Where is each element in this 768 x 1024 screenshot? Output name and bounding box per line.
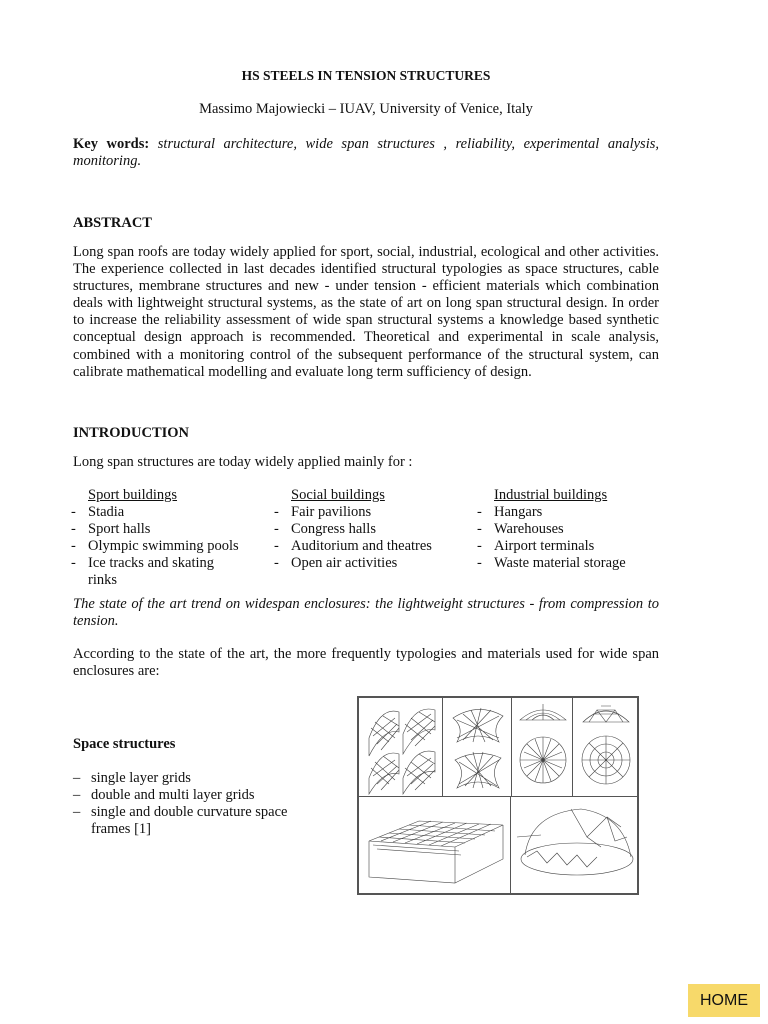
space-frame-drawing bbox=[359, 797, 511, 894]
space-structures-list bbox=[73, 770, 313, 838]
list-item: – double and multi layer grids bbox=[73, 787, 255, 803]
space-structures-heading: Space structures bbox=[73, 736, 176, 752]
keywords-text: structural architecture, wide span structures , reliability, experimental analysis, monitoring. bbox=[73, 136, 659, 169]
abstract-heading: ABSTRACT bbox=[73, 215, 152, 231]
figure-geodesic-domes bbox=[572, 697, 638, 797]
list-item: - Warehouses bbox=[477, 521, 564, 537]
list-item: – single and double curvature space frames [1] bbox=[73, 804, 288, 837]
list-item: - Open air activities bbox=[274, 555, 398, 571]
list-item: - Hangars bbox=[477, 504, 543, 520]
list-item: - Olympic swimming pools bbox=[71, 538, 239, 554]
introduction-heading: INTRODUCTION bbox=[73, 425, 190, 441]
dome-drawing bbox=[512, 698, 573, 797]
list-item: - Waste material storage bbox=[477, 555, 626, 571]
column-heading: Social buildings bbox=[291, 487, 385, 503]
figure-barrel-vaults bbox=[358, 697, 443, 797]
column-heading: Sport buildings bbox=[88, 487, 178, 503]
abstract-text: Long span roofs are today widely applied for sport, social, industrial, ecological and other activities. The experience collected in last decades identified structural typologies as space structures, cable structures, membrane structures and new - under tension - efficient materials which combination deals with lightweight structural systems, as the state of art on long span structural design. In order to increase the reliability assessment of wide span structural systems a knowledge based synthetic conceptual design approach is recommended. Theoretical and experimental in scale analysis, combined with a monitoring control of the subsequent performance of the structural system, can calibrate mathematical modelling and evaluate long term sufficiency of design. bbox=[73, 244, 659, 380]
figure-hyperbolic-shells bbox=[442, 697, 512, 797]
figure-domes-elevation bbox=[511, 697, 573, 797]
paper-title: HS STEELS IN TENSION STRUCTURES bbox=[241, 68, 491, 83]
introduction-text: Long span structures are today widely applied mainly for : bbox=[73, 454, 413, 470]
column-industrial bbox=[479, 487, 659, 572]
list-item: – single layer grids bbox=[73, 770, 191, 786]
geodesic-dome-drawing bbox=[573, 698, 638, 797]
barrel-vault-drawing bbox=[359, 698, 443, 797]
list-item: - Sport halls bbox=[71, 521, 151, 537]
list-item: - Auditorium and theatres bbox=[274, 538, 432, 554]
trend-text: The state of the art trend on widespan enclosures: the lightweight structures - from compression to tension. bbox=[73, 596, 659, 630]
list-item: - Congress halls bbox=[274, 521, 376, 537]
space-structures-figure bbox=[357, 696, 639, 895]
list-item: - Ice tracks and skating rinks bbox=[71, 555, 215, 588]
paper-authors: Massimo Majowiecki – IUAV, University of Venice, Italy bbox=[199, 101, 533, 117]
column-social bbox=[276, 487, 481, 572]
list-item: - Stadia bbox=[71, 504, 125, 520]
figure-dome-construction bbox=[510, 796, 638, 894]
keywords bbox=[73, 136, 659, 170]
list-item: - Airport terminals bbox=[477, 538, 595, 554]
column-heading: Industrial buildings bbox=[494, 487, 608, 503]
column-sport bbox=[73, 487, 278, 589]
list-item: - Fair pavilions bbox=[274, 504, 372, 520]
according-text: According to the state of the art, the more frequently typologies and materials used for wide span enclosures are: bbox=[73, 646, 659, 680]
hyperbolic-shell-drawing bbox=[443, 698, 512, 797]
figure-space-frame-slab bbox=[358, 796, 511, 894]
home-button[interactable]: HOME bbox=[688, 984, 760, 1017]
keywords-label: Key words: bbox=[73, 136, 150, 152]
dome-construction-drawing bbox=[511, 797, 638, 894]
